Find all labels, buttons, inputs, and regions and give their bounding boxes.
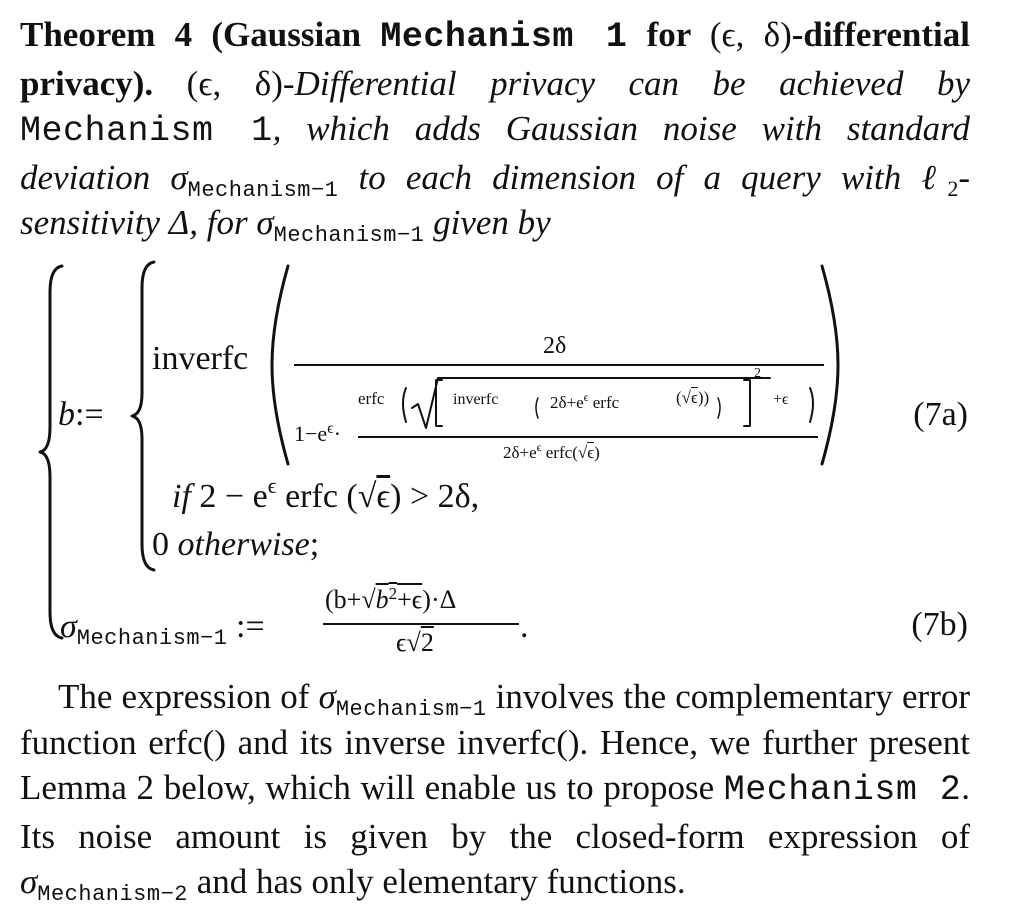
big-left-paren <box>268 262 292 468</box>
eq-7b-lhs: $\sigma_{Mechanism-1}$ := <box>60 608 265 651</box>
main-fraction-line <box>294 364 824 366</box>
eq-number-7a: (7a) <box>913 396 968 433</box>
inner-erfc: erfc <box>358 389 385 408</box>
eq-7b-num: $(b+√b^2+\epsilon)\cdot\Delta$ <box>325 584 457 614</box>
theorem-body: (ϵ, δ)-Differential privacy can be achieved by Mechanism 1, which adds Gaussian noise with standard deviation $\sigma_{Mechanism-1}$ to each dimension of a query with ℓ$_2$-sensitivity Δ, for $\sigma_{Mechanism-1}$ given by <box>20 63 970 248</box>
eq-lhs-b: b:= <box>58 396 104 433</box>
inner-sqrt-eps: (√ϵ)) <box>676 388 710 407</box>
theorem-heading: Theorem 4 (Gaussian Mechanism 1 for (ϵ, δ)-differential privacy). <box>20 15 970 103</box>
den-one-minus: $1-e^\epsilon\cdot$ <box>294 420 341 446</box>
body-paragraph: The expression of $\sigma_{Mechanism-1}$ involves the complementary error function erfc() and its inverse inverfc(). Hence, we further present Lemma 2 below, which will enable us to propose Mechanism 2. Its noise amount is given by the closed-form expression of $\sigma_{Mechanism-2}$ and has only elementary functions. <box>20 677 970 907</box>
otherwise-line: 0 otherwise; <box>152 526 320 563</box>
inner-den: $2\delta+e^\epsilon$ erfc(√ϵ) <box>503 440 600 462</box>
eq-7b-den: ϵ√2 <box>396 628 434 657</box>
eq-7b-period: . <box>520 608 529 645</box>
inverfc-label: inverfc <box>152 340 249 377</box>
inner-plus-eps: +ϵ <box>773 391 789 408</box>
inner-fraction-line <box>358 436 818 438</box>
inner-power: 2 <box>754 366 761 381</box>
inner-arg: $2\delta+e^\epsilon$ erfc <box>550 390 620 412</box>
inner-inverfc: inverfc <box>453 391 499 408</box>
eq-7b-fraction-line <box>323 623 519 625</box>
condition-line: if $2 - e^\epsilon$ erfc (√ϵ) > 2δ, <box>172 473 480 515</box>
outer-brace <box>36 262 66 642</box>
frac-num-2delta: 2δ <box>543 333 567 359</box>
theorem-block <box>20 12 970 246</box>
eq-number-7b: (7b) <box>911 606 968 643</box>
